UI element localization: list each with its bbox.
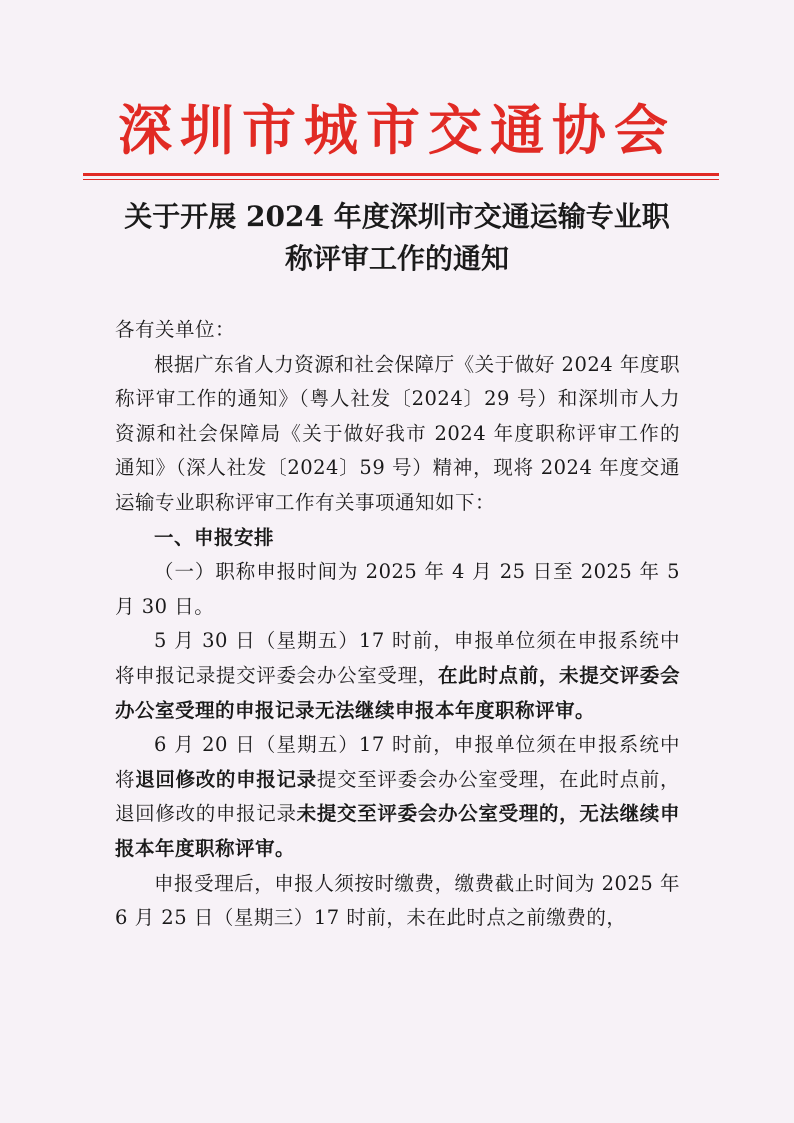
letterhead-rule-thick	[83, 173, 719, 176]
revision-deadline-text-b: 提交至评委会办公室受理，在此时点前，退回修改的申报记录	[115, 767, 680, 826]
paragraph-revision-deadline	[115, 728, 680, 866]
document-title	[100, 196, 694, 280]
revision-deadline-text-a: 6 月 20 日（星期五）17 时前，申报单位须在申报系统中将	[115, 733, 680, 791]
organization-letterhead: 深圳市城市交通协会	[118, 98, 676, 162]
paragraph-payment-deadline: 申报受理后，申报人须按时缴费，缴费截止时间为 2025 年 6 月 25 日（星期三）17 时前，未在此时点之前缴费的，	[115, 871, 680, 930]
document-title-line-2: 称评审工作的通知	[284, 242, 509, 275]
submission-deadline-emphasis: 在此时点前，未提交评委会办公室受理的申报记录无法继续申报本年度职称评审。	[115, 663, 680, 722]
revision-deadline-emphasis-a: 退回修改的申报记录	[135, 767, 317, 791]
letterhead-rule-thin	[83, 179, 719, 180]
section-heading-application: 一、申报安排	[154, 525, 275, 549]
paragraph-basis: 根据广东省人力资源和社会保障厅《关于做好 2024 年度职称评审工作的通知》（粤人社发〔2024〕29 号）和深圳市人力资源和社会保障局《关于做好我市 2024 年度职称评审工作的通知》（深人社发〔2024〕59 号）精神，现将 2024 年度交通运输专业职称评审工作有关事项通知如下：	[115, 352, 680, 514]
paragraph-submission-deadline	[115, 624, 680, 728]
paragraph-application-period: （一）职称申报时间为 2025 年 4 月 25 日至 2025 年 5 月 30 日。	[115, 560, 680, 618]
document-body	[115, 313, 680, 936]
revision-deadline-emphasis-b: 未提交至评委会办公室受理的，无法继续申报本年度职称评审。	[115, 802, 680, 860]
submission-deadline-text: 5 月 30 日（星期五）17 时前，申报单位须在申报系统中将申报记录提交评委会办公室受理，	[115, 629, 680, 687]
salutation: 各有关单位：	[115, 318, 236, 341]
document-title-line-1: 关于开展 2024 年度深圳市交通运输专业职	[124, 200, 670, 233]
